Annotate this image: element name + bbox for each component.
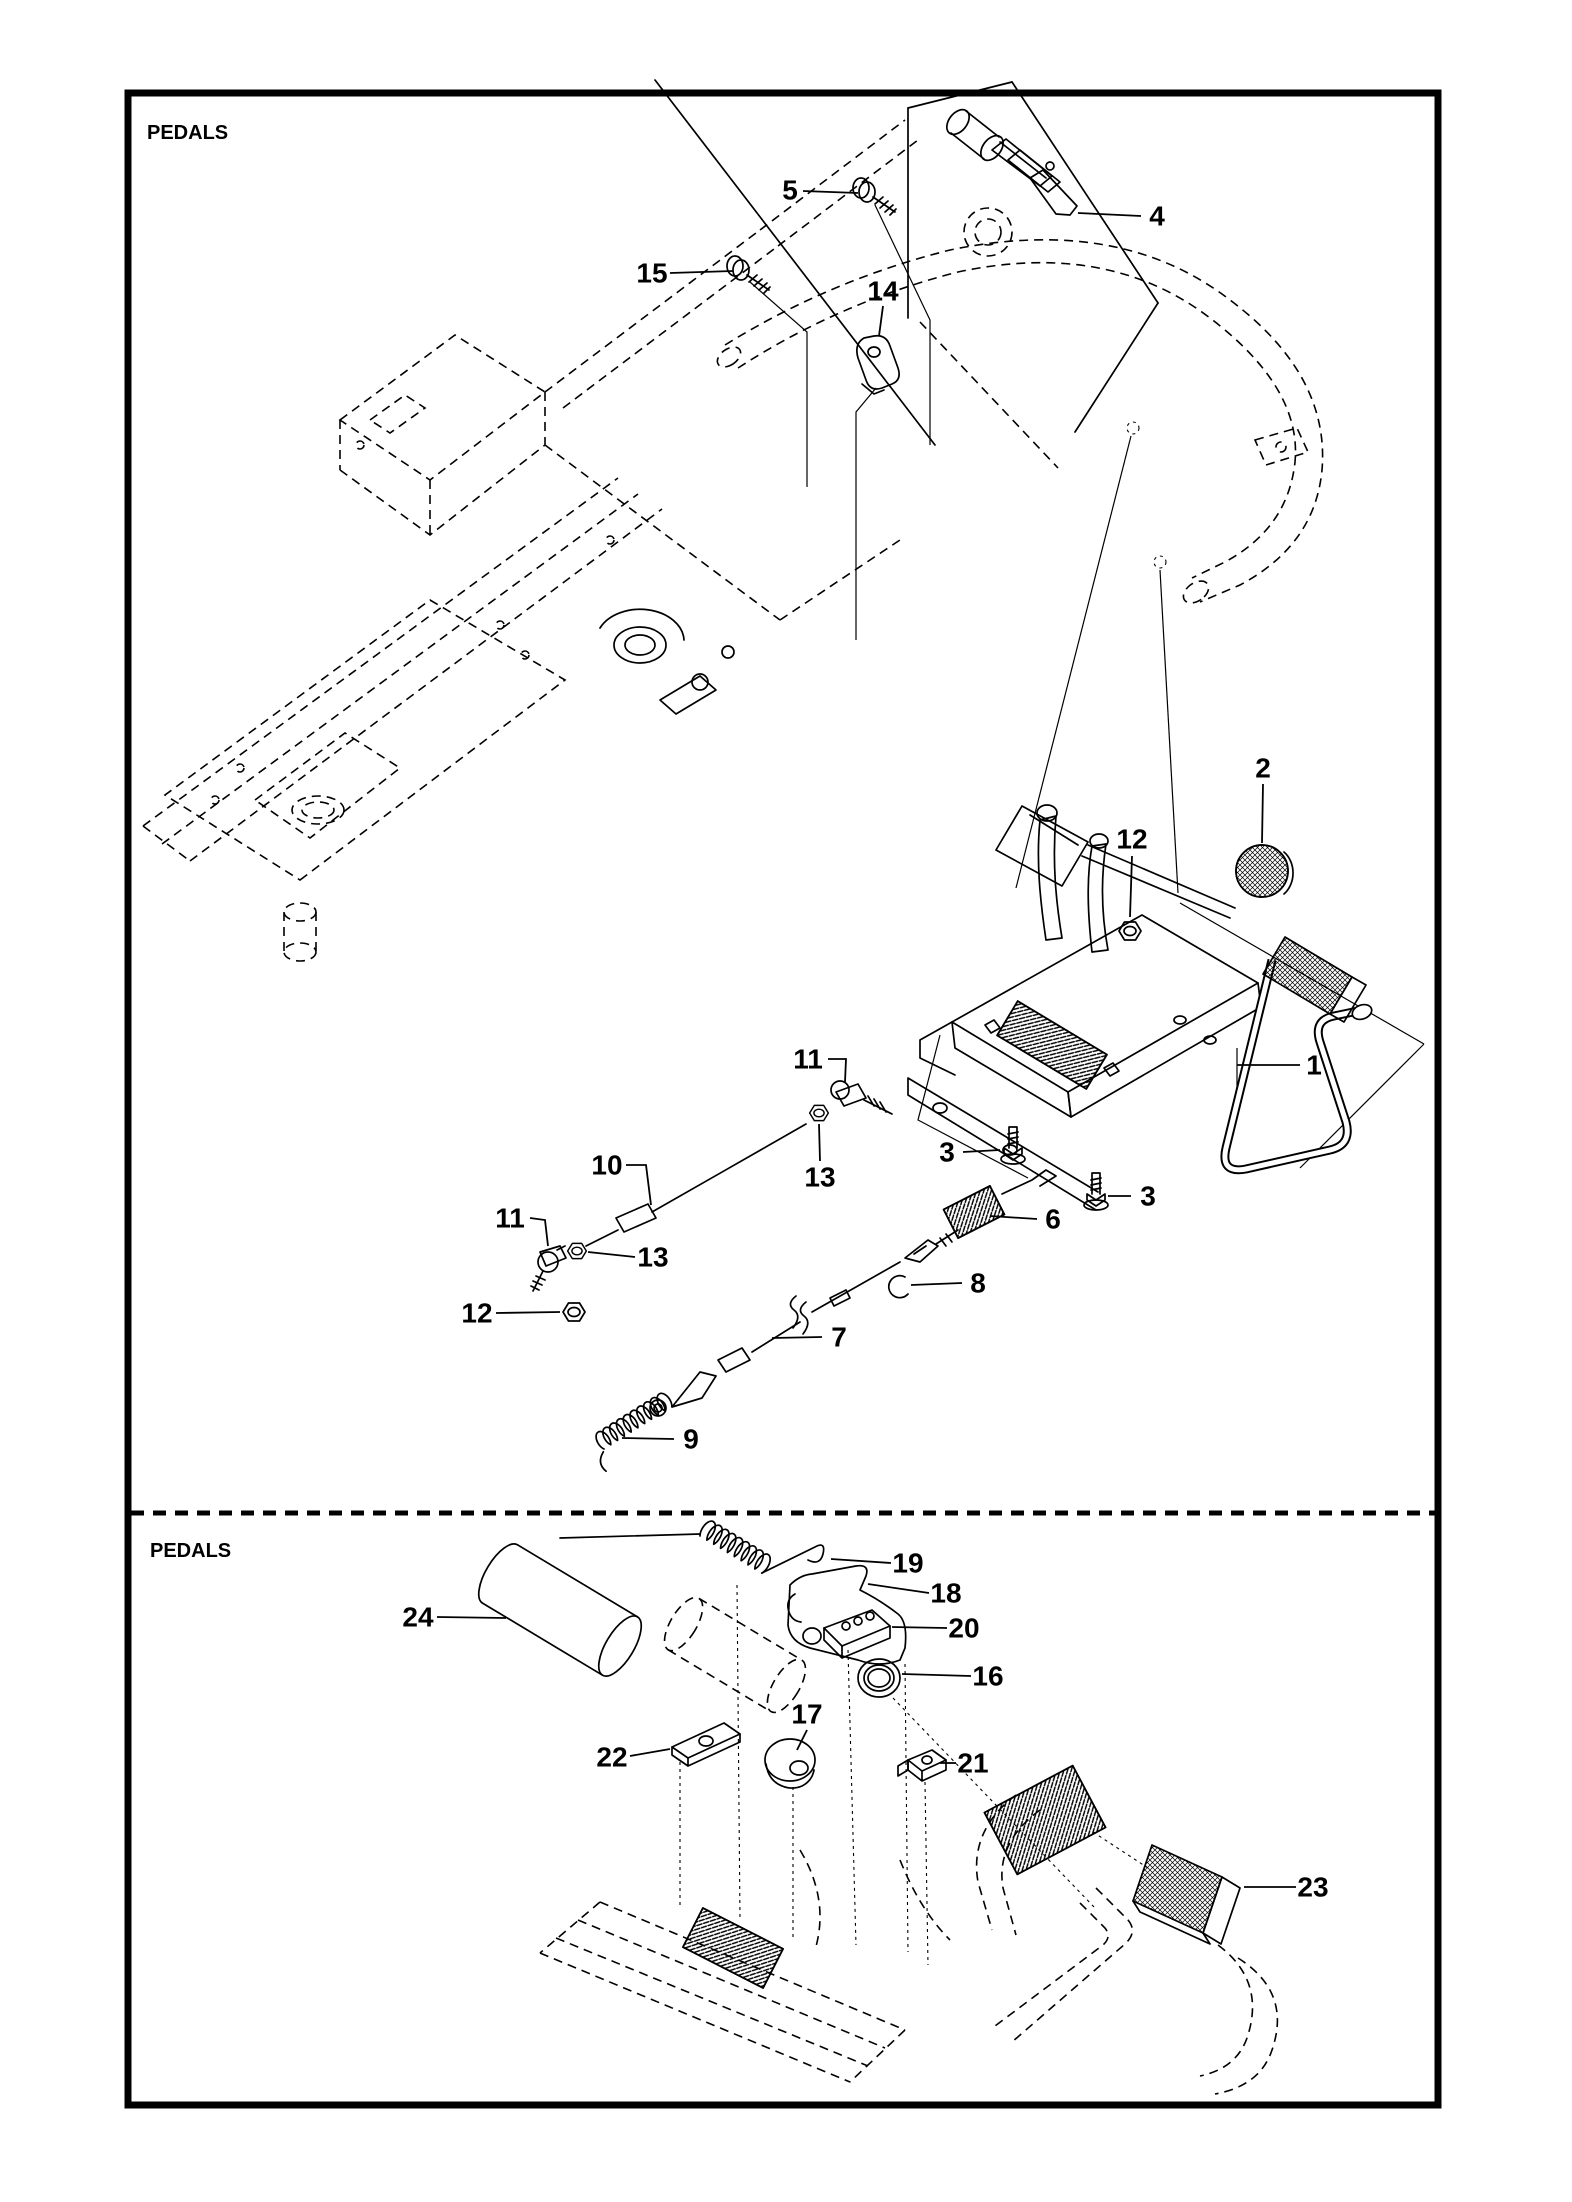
callout-number-16: 16 xyxy=(972,1660,1004,1692)
cable-7 xyxy=(650,1230,958,1416)
callout-leader-4 xyxy=(1078,213,1141,216)
callout-number-12: 12 xyxy=(461,1297,493,1329)
callout-number-21: 21 xyxy=(957,1747,989,1779)
projection-lines-lower xyxy=(680,1585,1095,1965)
callout-leader-9 xyxy=(622,1438,674,1439)
callout-number-1: 1 xyxy=(1306,1049,1322,1081)
callout-leader-22 xyxy=(630,1749,670,1756)
ghost-fasteners xyxy=(1127,422,1166,568)
callout-number-12: 12 xyxy=(1116,823,1148,855)
callout-leader-8 xyxy=(911,1283,962,1285)
callout-leader-10 xyxy=(626,1165,651,1205)
callout-leader-12 xyxy=(1130,856,1132,917)
callout-number-22: 22 xyxy=(596,1741,628,1773)
callout-number-24: 24 xyxy=(402,1601,434,1633)
section-title-lower: PEDALS xyxy=(150,1540,232,1562)
callout-number-13: 13 xyxy=(804,1161,836,1193)
bearing-16 xyxy=(858,1659,900,1697)
steering-console xyxy=(600,80,1158,714)
callout-number-20: 20 xyxy=(948,1612,980,1644)
chassis-frame-ghost xyxy=(143,120,918,961)
callout-leader-14 xyxy=(879,306,883,336)
nut-13b xyxy=(568,1243,587,1258)
callout-number-3: 3 xyxy=(939,1136,955,1168)
nut-12-lower xyxy=(563,1303,585,1321)
screw-15 xyxy=(727,256,770,293)
clip-8 xyxy=(889,1276,908,1298)
callout-number-18: 18 xyxy=(930,1577,962,1609)
pedal-pad-23 xyxy=(1133,1845,1240,1944)
plate-22 xyxy=(672,1723,740,1766)
section-title-upper: PEDALS xyxy=(147,122,229,144)
cable-clamp-20 xyxy=(824,1610,890,1658)
handlebar-ghost xyxy=(714,240,1323,608)
console-detail-ghost xyxy=(920,208,1058,468)
callout-number-11: 11 xyxy=(495,1202,525,1234)
callouts-upper xyxy=(461,175,1321,1455)
lock-lever-18 xyxy=(788,1566,906,1664)
callout-leader-18 xyxy=(868,1584,929,1593)
callout-leader-15 xyxy=(670,271,733,273)
callout-number-10: 10 xyxy=(591,1149,623,1181)
callout-leader-13 xyxy=(588,1252,635,1257)
spring-6 xyxy=(944,1170,1056,1238)
callout-number-7: 7 xyxy=(831,1321,847,1353)
return-spring-lower xyxy=(984,1766,1105,1875)
callout-number-15: 15 xyxy=(636,257,668,289)
base-spring-lower xyxy=(683,1908,783,1988)
pedal-assembly-1 xyxy=(908,805,1261,1210)
callout-number-3: 3 xyxy=(1140,1180,1156,1212)
lever-assembly-4 xyxy=(942,105,1077,215)
callout-number-6: 6 xyxy=(1045,1203,1061,1235)
callout-number-9: 9 xyxy=(683,1423,699,1455)
nut-13a xyxy=(810,1105,829,1120)
callout-leader-12 xyxy=(496,1312,560,1313)
callout-leader-24 xyxy=(437,1617,506,1618)
brake-knob-2 xyxy=(1236,845,1293,897)
bracket-14 xyxy=(857,336,899,394)
callout-number-14: 14 xyxy=(867,275,899,307)
callout-leader-20 xyxy=(892,1627,947,1628)
callout-leader-2 xyxy=(1262,784,1263,843)
callout-number-8: 8 xyxy=(970,1267,986,1299)
callout-leader-16 xyxy=(902,1674,971,1676)
callout-number-23: 23 xyxy=(1297,1871,1329,1903)
callout-number-2: 2 xyxy=(1255,752,1271,784)
callout-number-4: 4 xyxy=(1149,200,1165,232)
callout-leader-13 xyxy=(819,1124,820,1161)
pad-projection xyxy=(1093,1832,1148,1868)
callout-leader-3 xyxy=(963,1150,1000,1152)
callout-leader-11 xyxy=(828,1059,846,1082)
clamp-21 xyxy=(898,1750,946,1781)
nut-12-upper xyxy=(1119,922,1141,940)
sleeve-24 xyxy=(470,1538,649,1683)
callout-number-17: 17 xyxy=(791,1698,823,1730)
cable-10 xyxy=(531,1081,892,1291)
callout-number-19: 19 xyxy=(892,1547,924,1579)
pedal-tube-loop xyxy=(1180,903,1424,1170)
spring-9 xyxy=(585,1391,684,1472)
callout-number-5: 5 xyxy=(782,174,798,206)
callout-number-11: 11 xyxy=(793,1043,823,1075)
callout-leader-19 xyxy=(831,1559,891,1563)
screw-5 xyxy=(853,178,896,215)
callout-leader-7 xyxy=(772,1337,822,1338)
spacer-17 xyxy=(765,1739,815,1788)
callout-number-13: 13 xyxy=(637,1241,669,1273)
callout-leader-11 xyxy=(530,1218,548,1246)
torsion-spring-19 xyxy=(560,1519,824,1575)
sleeve-ghost xyxy=(657,1592,813,1719)
callouts-lower xyxy=(402,1548,1328,1903)
